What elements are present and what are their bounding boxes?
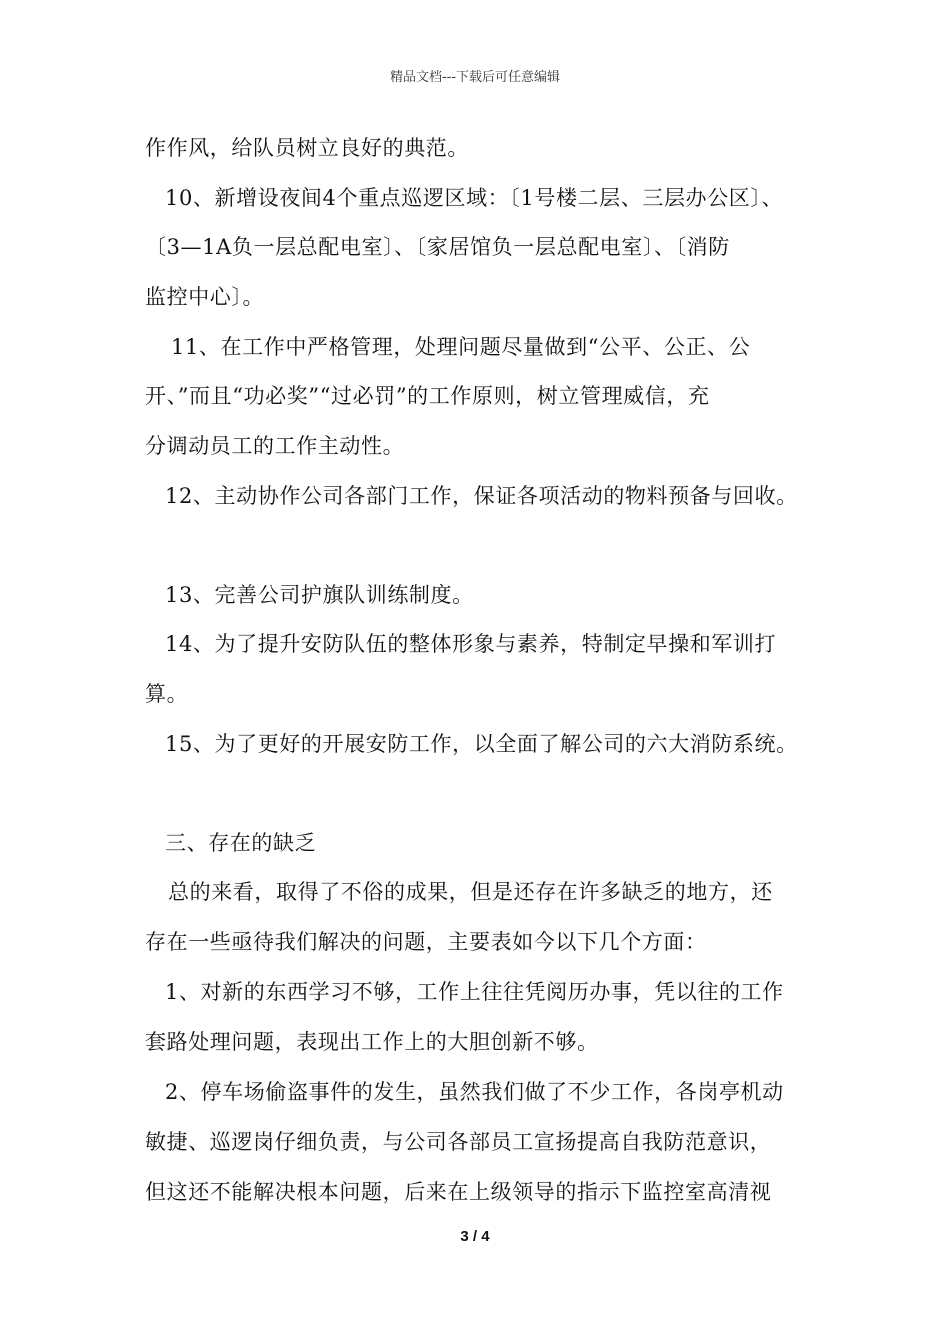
text-line: 1、对新的东西学习不够，工作上往往凭阅历办事，凭以往的工作 xyxy=(165,980,784,1004)
text-line: 10、新增设夜间4个重点巡逻区域：〔1号楼二层、三层办公区〕、 xyxy=(165,186,784,210)
text-line: 14、为了提升安防队伍的整体形象与素养，特制定早操和军训打 xyxy=(165,632,777,656)
page-number: 3 / 4 xyxy=(460,1228,490,1245)
text-line: 监控中心〕。 xyxy=(145,285,265,309)
section-heading: 三、存在的缺乏 xyxy=(165,831,317,855)
page-header: 精品文档---下载后可任意编辑 xyxy=(389,70,561,85)
text-line: 13、完善公司护旗队训练制度。 xyxy=(165,583,474,607)
text-line: 〔3—1A负一层总配电室〕、〔家居馆负一层总配电室〕、〔消防 xyxy=(145,235,730,259)
text-line: 但这还不能解决根本问题，后来在上级领导的指示下监控室高清视 xyxy=(145,1180,772,1204)
text-line: 2、停车场偷盗事件的发生，虽然我们做了不少工作，各岗亭机动 xyxy=(165,1080,784,1104)
text-line: 开、”而且“功必奖”“过必罚”的工作原则，树立管理威信，充 xyxy=(145,384,710,408)
text-line: 12、主动协作公司各部门工作，保证各项活动的物料预备与回收。 xyxy=(165,484,798,508)
text-line: 15、为了更好的开展安防工作，以全面了解公司的六大消防系统。 xyxy=(165,732,798,756)
text-line: 分调动员工的工作主动性。 xyxy=(145,434,405,458)
text-line: 敏捷、巡逻岗仔细负责，与公司各部员工宣扬提高自我防范意识， xyxy=(145,1130,772,1154)
text-line: 总的来看，取得了不俗的成果，但是还存在许多缺乏的地方，还 xyxy=(168,880,773,904)
text-line: 套路处理问题，表现出工作上的大胆创新不够。 xyxy=(145,1030,599,1054)
text-line: 11、在工作中严格管理，处理问题尽量做到“公平、公正、公 xyxy=(171,335,751,359)
text-line: 存在一些亟待我们解决的问题，主要表如今以下几个方面： xyxy=(145,930,707,954)
text-line: 算。 xyxy=(145,682,189,706)
text-line: 作作风，给队员树立良好的典范。 xyxy=(145,136,469,160)
